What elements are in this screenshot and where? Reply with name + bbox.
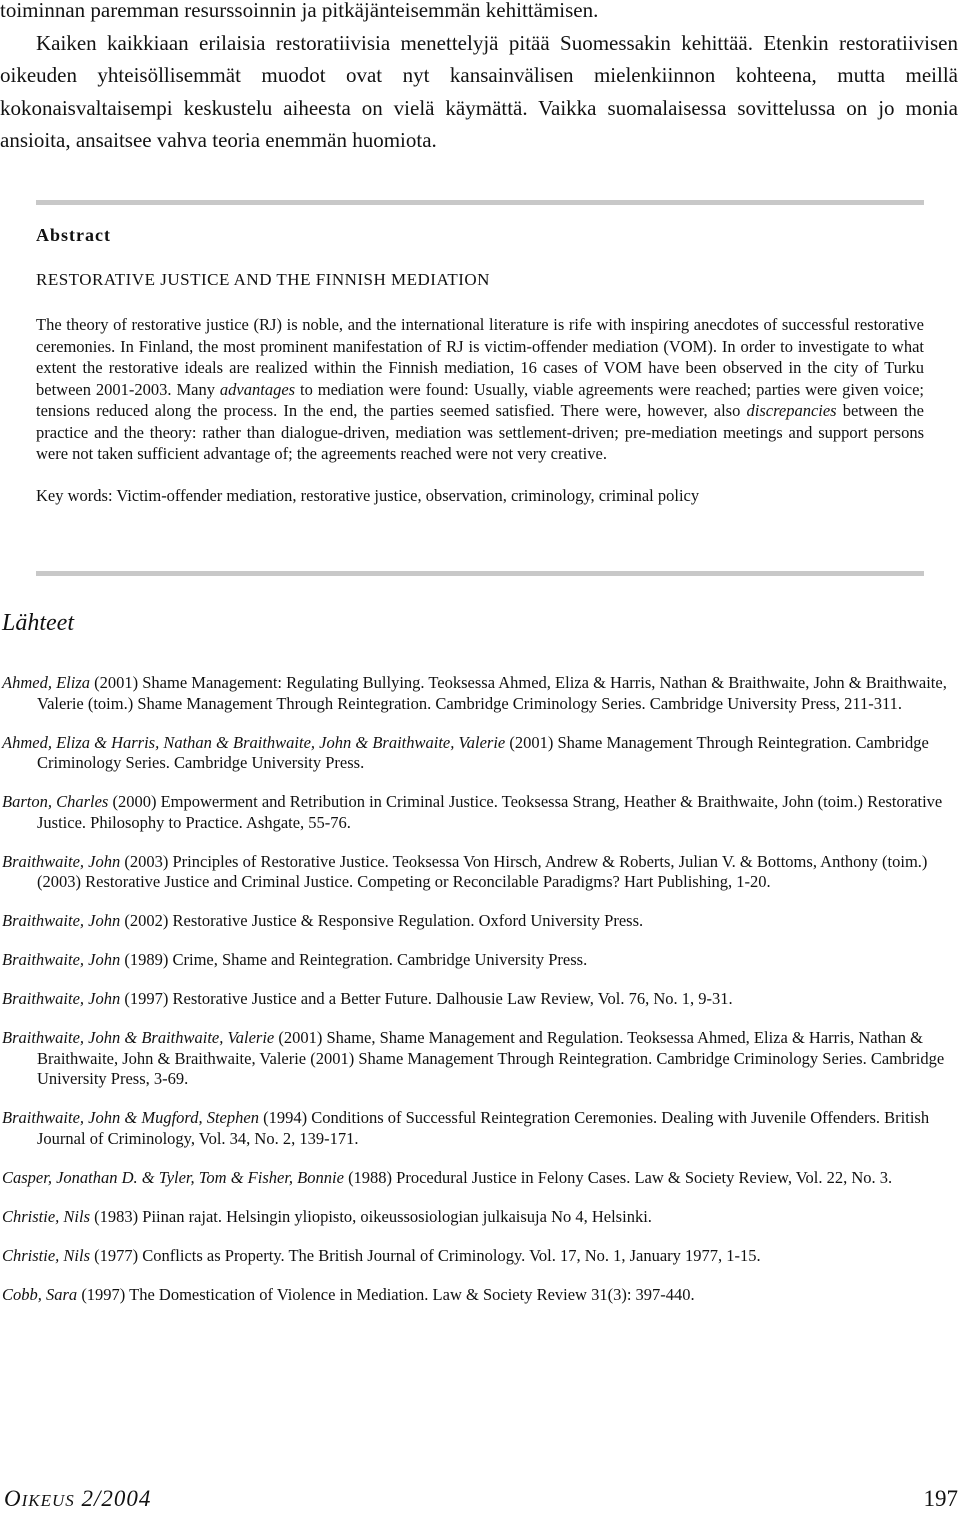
reference-details: (1988) Procedural Justice in Felony Cases. Law & Society Review, Vol. 22, No. 3. — [343, 1167, 893, 1187]
reference-item — [0, 1207, 952, 1228]
abstract-keywords: Key words: Victim-offender mediation, restorative justice, observation, criminology, criminal policy — [36, 485, 700, 505]
reference-item — [0, 792, 952, 833]
reference-authors: Braithwaite, John & Mugford, Stephen — [2, 1108, 259, 1127]
abstract-text — [36, 314, 924, 465]
reference-authors: Christie, Nils — [2, 1245, 91, 1265]
reference-authors: Braithwaite, John — [2, 989, 121, 1008]
reference-authors: Braithwaite, John — [2, 950, 121, 969]
reference-item — [0, 950, 952, 971]
reference-item — [0, 1168, 952, 1189]
reference-details: (1997) The Domestication of Violence in Mediation. Law & Society Review 31(3): 397-440. — [77, 1284, 695, 1304]
reference-list — [0, 673, 952, 1324]
abstract-title: RESTORATIVE JUSTICE AND THE FINNISH MEDIATION — [36, 270, 490, 289]
reference-item — [0, 1028, 952, 1090]
reference-details: (1977) Conflicts as Property. The British Journal of Criminology. Vol. 17, No. 1, January 1977, 1-15. — [90, 1245, 761, 1265]
reference-authors: Barton, Charles — [2, 792, 109, 811]
reference-details: (1994) Conditions of Successful Reintegration Ceremonies. Dealing with Juvenile Offenders. British Journal of Criminology, Vol. 34, No. 2, 139-171. — [37, 1108, 930, 1148]
abstract-label: Abstract — [36, 225, 111, 245]
intro-paragraph-2: Kaiken kaikkiaan erilaisia restoratiivisia menettelyjä pitää Suomessakin kehittää. Etenkin restoratiivisen oikeuden yhteisöllisemmät muodot ovat nyt kansainvälisen mielenkiinnon kohteena, mutta meillä kokonaisvaltaisempi keskustelu aiheesta on vielä käymättä. Vaikka suomalaisessa sovittelussa on jo monia ansioita, ansaitsee vahva teoria enemmän huomiota. — [0, 30, 958, 152]
reference-item — [0, 989, 952, 1010]
reference-details: (1983) Piinan rajat. Helsingin yliopisto, oikeussosiologian julkaisuja No 4, Helsinki. — [90, 1206, 652, 1226]
reference-authors: Ahmed, Eliza — [2, 673, 90, 692]
reference-details: (2001) Shame, Shame Management and Regulation. Teoksessa Ahmed, Eliza & Harris, Nathan & Braithwaite, John & Braithwaite, Valerie (2001) Shame Management Through Reintegration. Cambridge Criminology Series. Cambridge University Press, 3-69. — [37, 1028, 945, 1088]
abstract-text-part-2: to mediation were found: Usually, viable agreements were reached; parties were given voice; tensions reduced along the process. In the end, the parties seemed satisfied. There were, however, also — [36, 379, 924, 420]
reference-item — [0, 1285, 952, 1306]
abstract-box — [36, 222, 924, 507]
footer-issue: 2/2004 — [74, 1486, 152, 1511]
footer-journal-rest: IKEUS — [21, 1491, 75, 1510]
page-number: 197 — [923, 1486, 958, 1511]
intro-paragraph-1: toiminnan paremman resurssoinnin ja pitkäjänteisemmän kehittämisen. — [0, 0, 599, 22]
reference-item — [0, 673, 952, 714]
abstract-text-part-1: The theory of restorative justice (RJ) is noble, and the international literature is rife with inspiring anecdotes of successful restorative ceremonies. In Finland, the most prominent manifestation of RJ is victim-offender mediation (VOM). In order to investigate to what extent the restorative ideals are realized within the Finnish mediation, 16 cases of VOM have been observed in the city of Turku between 2001-2003. Many — [36, 315, 924, 399]
intro-text — [0, 0, 958, 157]
reference-details: (1997) Restorative Justice and a Better Future. Dalhousie Law Review, Vol. 76, No. 1, 9-31. — [120, 989, 733, 1008]
reference-details: (2003) Principles of Restorative Justice. Teoksessa Von Hirsch, Andrew & Roberts, Julian V. & Bottoms, Anthony (toim.) (2003) Restorative Justice and Criminal Justice. Competing or Reconcilable Paradigms? Hart Publishing, 1-20. — [37, 851, 928, 891]
reference-details: (2000) Empowerment and Retribution in Criminal Justice. Teoksessa Strang, Heather & Braithwaite, John (toim.) Restorative Justice. Philosophy to Practice. Ashgate, 55-76. — [37, 792, 943, 832]
reference-details: (2001) Shame Management: Regulating Bullying. Teoksessa Ahmed, Eliza & Harris, Nathan & Braithwaite, John & Braithwaite, Valerie (toim.) Shame Management Through Reintegration. Cambridge Criminology Series. Cambridge University Press, 211-311. — [37, 673, 947, 713]
abstract-text-part-3: between the practice and the theory: rather than dialogue-driven, mediation was settlement-driven; pre-mediation meetings and support persons were not taken sufficient advantage of; the agreements reached were not very creative. — [36, 401, 924, 463]
reference-item — [0, 1246, 952, 1267]
abstract-bottom-rule — [36, 571, 924, 576]
reference-authors: Ahmed, Eliza & Harris, Nathan & Braithwaite, John & Braithwaite, Valerie — [2, 732, 506, 752]
reference-authors: Braithwaite, John — [2, 851, 121, 871]
abstract-emphasis-advantages: advantages — [219, 379, 296, 399]
reference-authors: Christie, Nils — [2, 1206, 91, 1226]
sources-heading: Lähteet — [2, 610, 74, 636]
footer-journal-name — [4, 1484, 151, 1516]
reference-item — [0, 733, 952, 774]
reference-authors: Braithwaite, John — [2, 911, 121, 930]
abstract-emphasis-discrepancies: discrepancies — [746, 401, 837, 420]
reference-authors: Cobb, Sara — [2, 1284, 78, 1304]
reference-details: (2002) Restorative Justice & Responsive Regulation. Oxford University Press. — [120, 911, 644, 930]
footer-journal-initial: O — [4, 1486, 22, 1511]
reference-item — [0, 852, 952, 893]
reference-authors: Casper, Jonathan D. & Tyler, Tom & Fisher, Bonnie — [2, 1167, 344, 1187]
reference-authors: Braithwaite, John & Braithwaite, Valerie — [2, 1028, 275, 1047]
abstract-top-rule — [36, 200, 924, 205]
reference-details: (1989) Crime, Shame and Reintegration. Cambridge University Press. — [120, 950, 588, 969]
reference-details: (2001) Shame Management Through Reintegration. Cambridge Criminology Series. Cambridge University Press. — [37, 732, 929, 772]
reference-item — [0, 1108, 952, 1149]
reference-item — [0, 911, 952, 932]
